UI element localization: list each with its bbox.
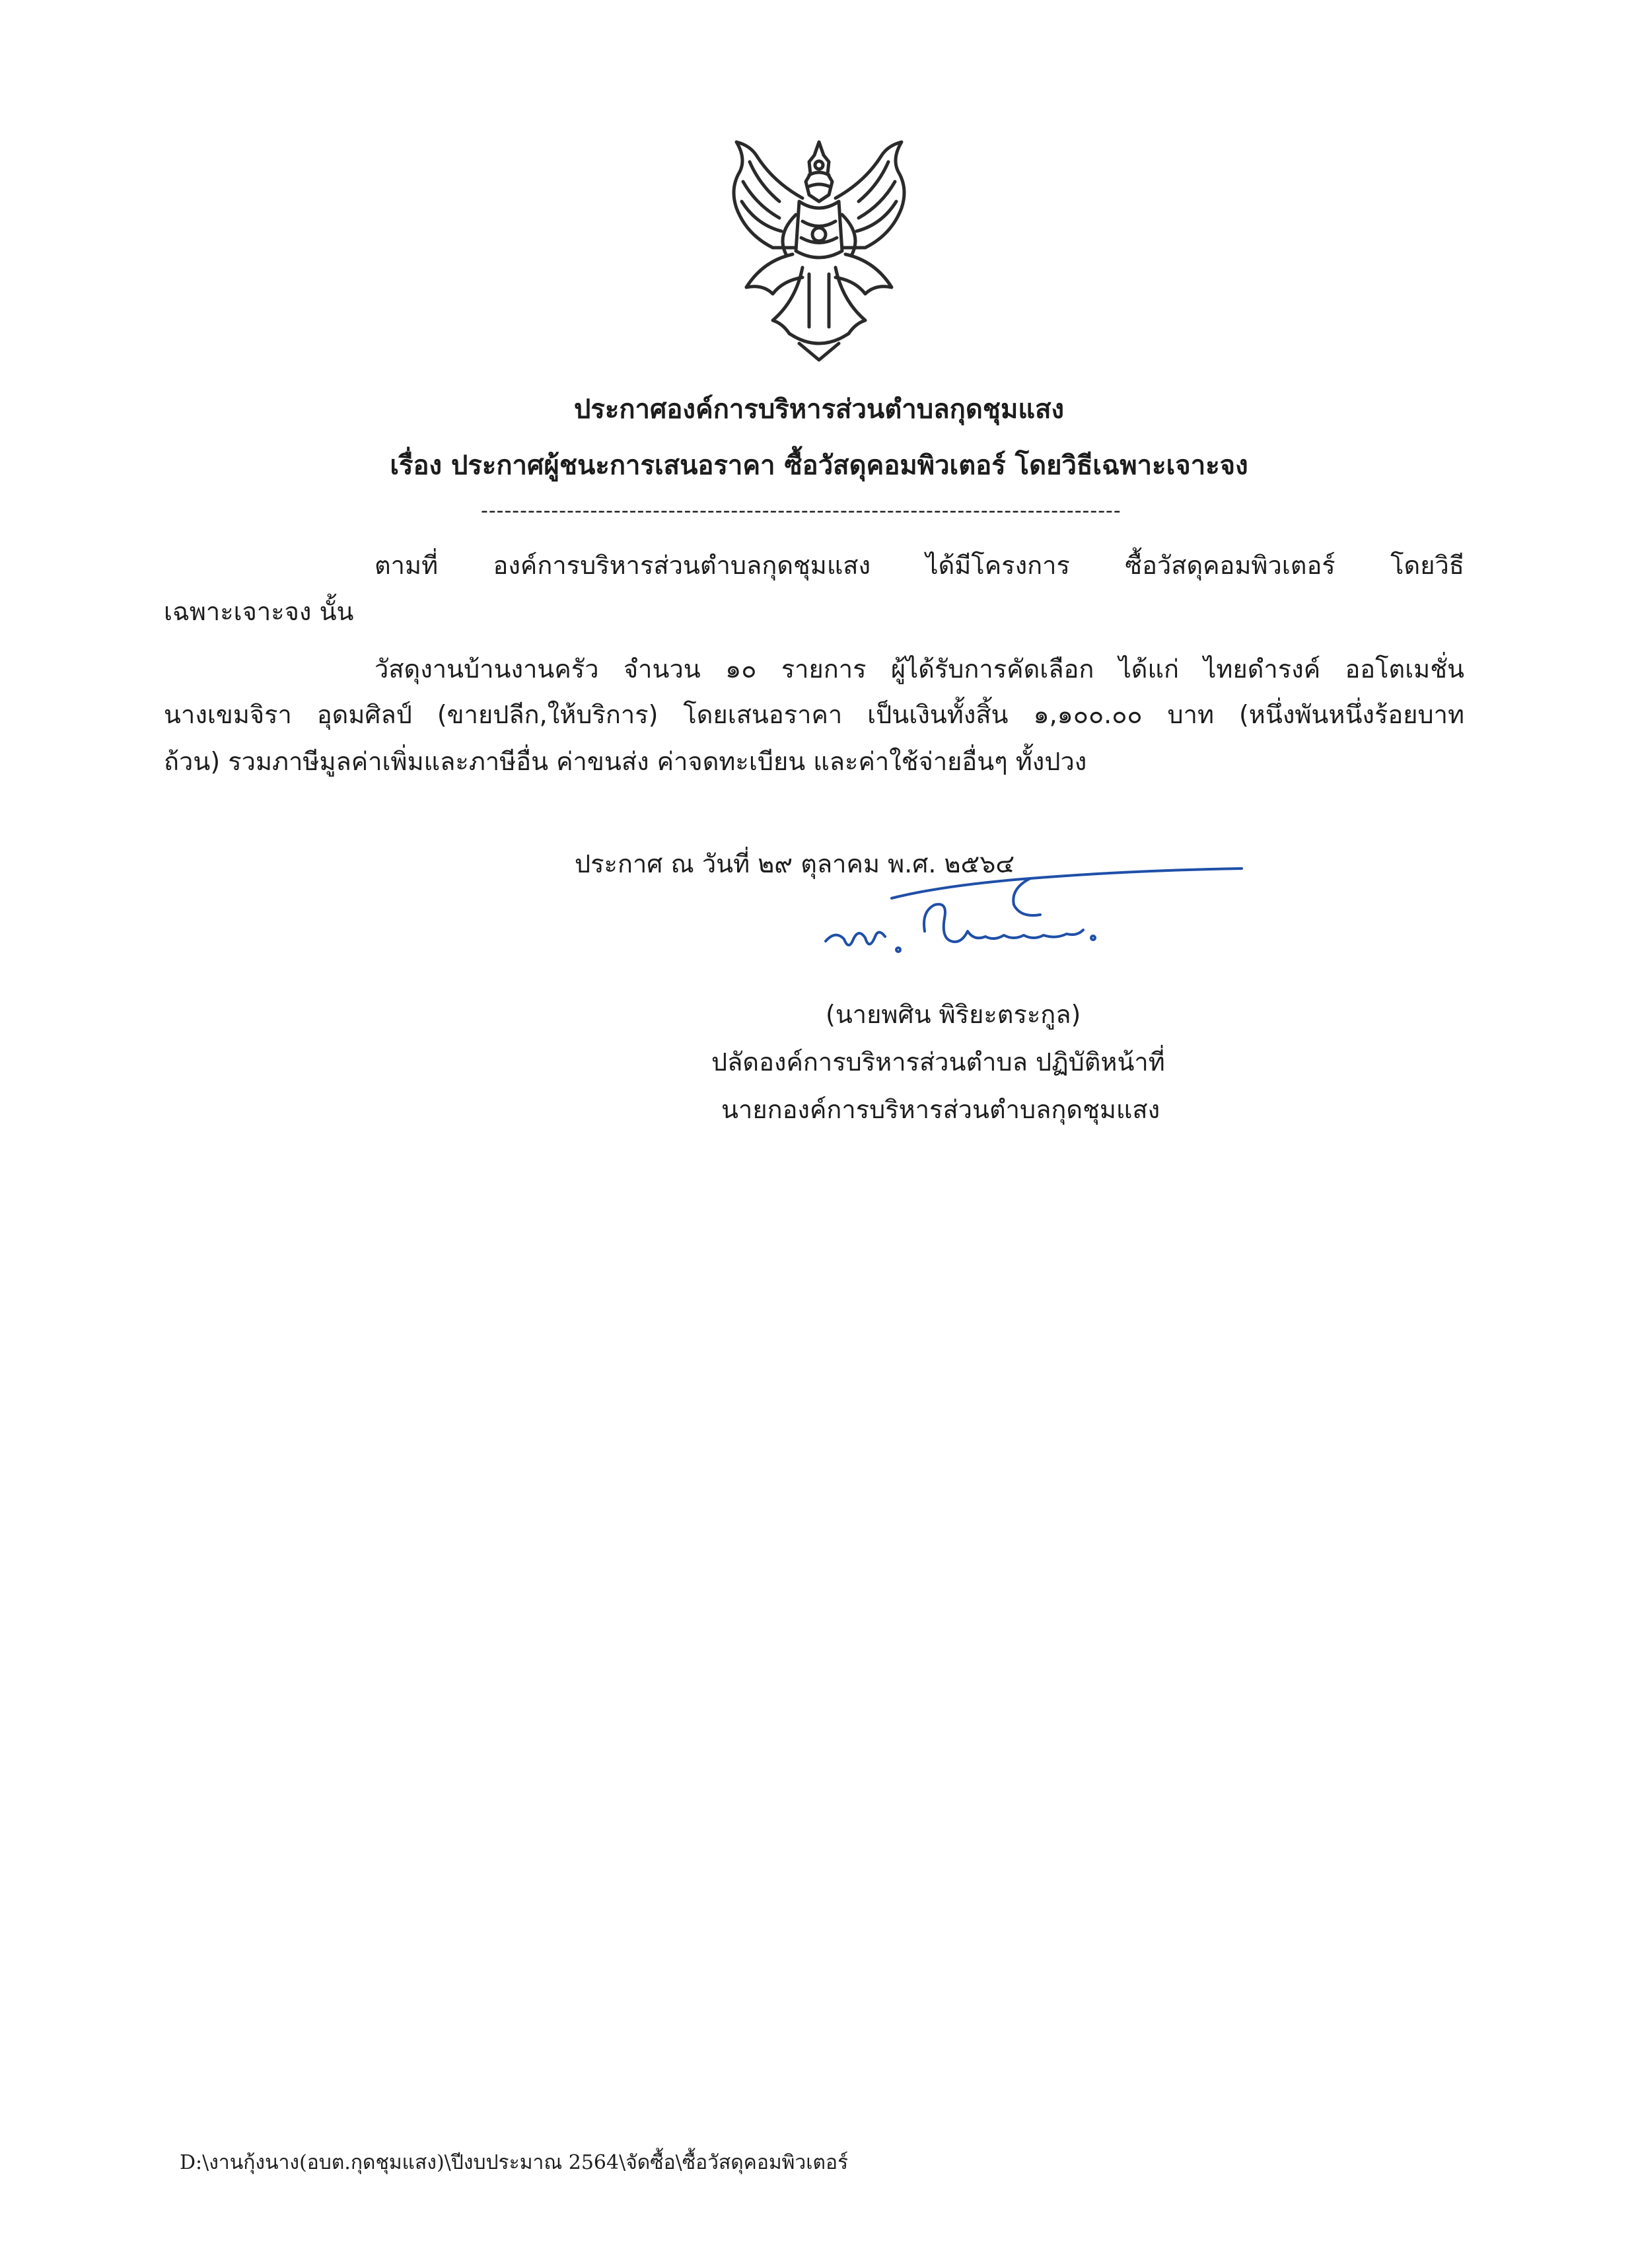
paragraph-2-line-2: นางเขมจิรา อุดมศิลป์ (ขายปลีก,ให้บริการ) โดยเสนอราคา เป็นเงินทั้งสิ้น ๑,๑๐๐.๐๐ บาท (หนึ่งพันหนึ่งร้อยบาท bbox=[164, 700, 1464, 729]
garuda-emblem-icon bbox=[710, 135, 928, 363]
file-path-footer: D:\งานกุ้งนาง(อบต.กุดชุมแสง)\ปีงบประมาณ 2564\จัดซื้อ\ซื้อวัสดุคอมพิวเตอร์ bbox=[180, 2151, 849, 2174]
document-title: ประกาศองค์การบริหารส่วนตำบลกุดชุมแสง bbox=[573, 394, 1065, 425]
announce-date: ประกาศ ณ วันที่ ๒๙ ตุลาคม พ.ศ. ๒๕๖๔ bbox=[575, 849, 1015, 878]
paragraph-2-line-1: วัสดุงานบ้านงานครัว จำนวน ๑๐ รายการ ผู้ได้รับการคัดเลือก ได้แก่ ไทยดำรงค์ ออโตเมชั่น bbox=[374, 655, 1464, 684]
handwritten-signature bbox=[812, 852, 1262, 971]
paragraph-2-line-3: ถ้วน) รวมภาษีมูลค่าเพิ่มและภาษีอื่น ค่าขนส่ง ค่าจดทะเบียน และค่าใช้จ่ายอื่นๆ ทั้งปวง bbox=[164, 747, 1087, 776]
signer-position-2: นายกองค์การบริหารส่วนตำบลกุดชุมแสง bbox=[721, 1095, 1160, 1124]
paragraph-1-line-1: ตามที่ องค์การบริหารส่วนตำบลกุดชุมแสง ได้มีโครงการ ซื้อวัสดุคอมพิวเตอร์ โดยวิธี bbox=[374, 551, 1464, 580]
signer-position-1: ปลัดองค์การบริหารส่วนตำบล ปฏิบัติหน้าที่ bbox=[711, 1047, 1165, 1077]
signer-name: (นายพศิน พิริยะตระกูล) bbox=[826, 1000, 1081, 1029]
paragraph-1-line-2: เฉพาะเจาะจง นั้น bbox=[164, 597, 354, 626]
document-subject: เรื่อง ประกาศผู้ชนะการเสนอราคา ซื้อวัสดุคอมพิวเตอร์ โดยวิธีเฉพาะเจาะจง bbox=[390, 450, 1248, 481]
separator-line: ---------------------------------------------------------------------------------- bbox=[481, 499, 1122, 522]
